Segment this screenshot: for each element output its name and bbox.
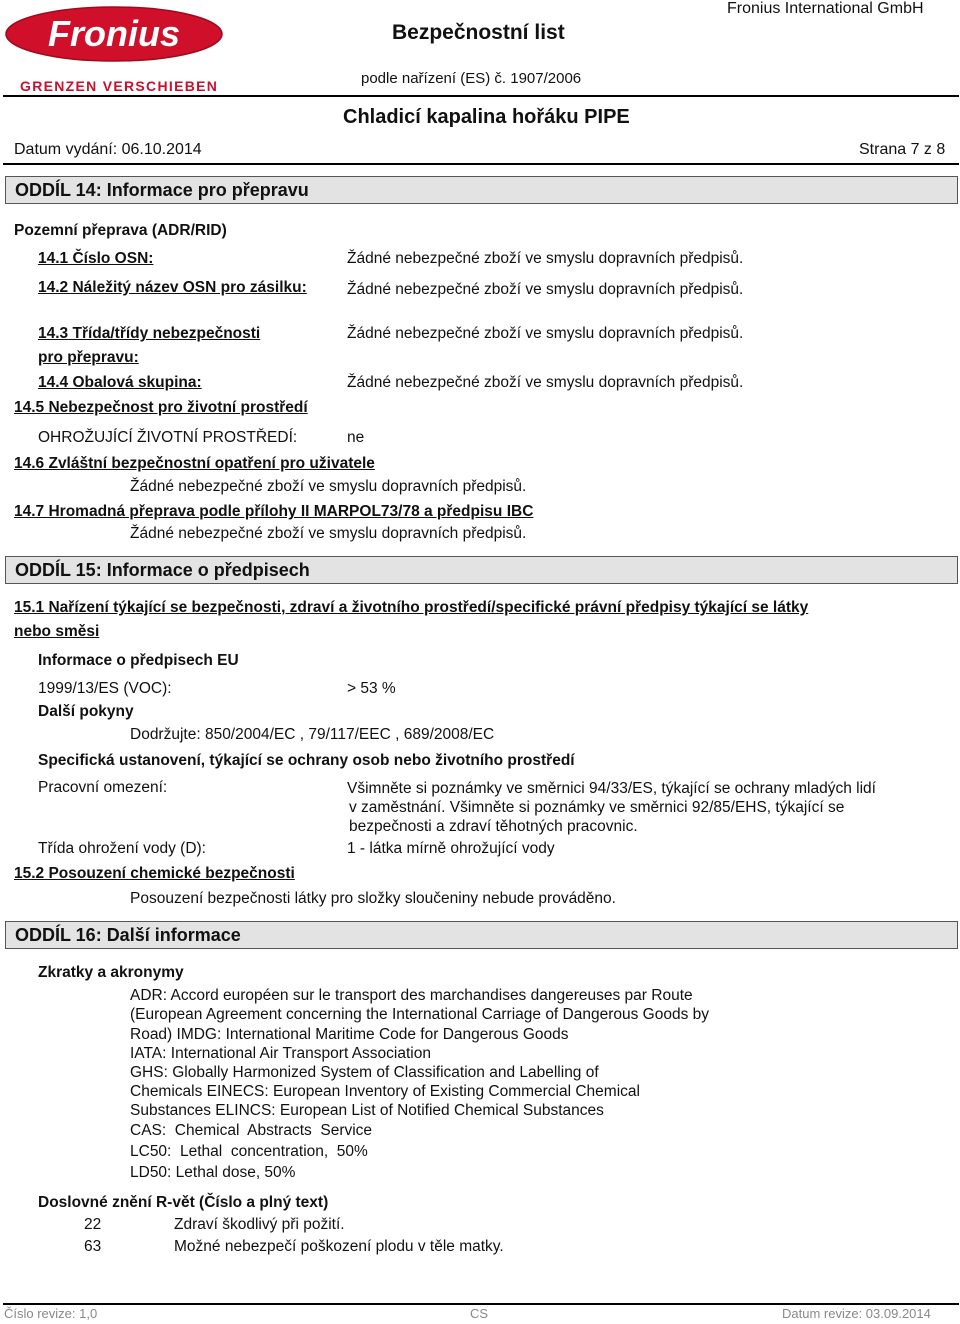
special-precautions-heading: 14.6 Zvláštní bezpečnostní opatření pro uživatele	[14, 455, 375, 472]
product-name: Chladicí kapalina hořáku PIPE	[343, 106, 630, 128]
abbreviation-line: IATA: International Air Transport Association	[130, 1045, 431, 1062]
special-precautions-value: Žádné nebezpečné zboží ve smyslu dopravních předpisů.	[130, 478, 527, 495]
specific-provisions-heading: Specifická ustanovení, týkající se ochrany osob nebo životního prostředí	[38, 752, 575, 769]
environmental-hazard-label: OHROŽUJÍCÍ ŽIVOTNÍ PROSTŘEDÍ:	[38, 429, 298, 446]
abbreviations-heading: Zkratky a akronymy	[38, 964, 184, 981]
section-15-title: ODDÍL 15: Informace o předpisech	[15, 560, 310, 580]
language-code: CS	[470, 1306, 489, 1321]
hazard-class-label-line2: pro přepravu:	[38, 349, 139, 366]
chemical-safety-value: Posouzení bezpečnosti látky pro složky sloučeniny nebude prováděno.	[130, 890, 616, 907]
header-divider	[3, 95, 959, 97]
voc-value: > 53 %	[347, 680, 396, 697]
r-phrase-text: Zdraví škodlivý při požití.	[174, 1216, 345, 1233]
page-number: Strana 7 z 8	[859, 141, 946, 158]
abbreviation-line: GHS: Globally Harmonized System of Classification and Labelling of	[130, 1064, 599, 1081]
work-restrictions-label: Pracovní omezení:	[38, 779, 168, 796]
section-15-header	[5, 556, 958, 584]
regulations-heading-line1: 15.1 Nařízení týkající se bezpečnosti, zdraví a životního prostředí/specifické právní předpisy týkající se látky	[14, 599, 809, 616]
chemical-safety-heading: 15.2 Posouzení chemické bezpečnosti	[14, 865, 295, 882]
r-phrases-heading: Doslovné znění R-vět (Číslo a plný text)	[38, 1194, 329, 1211]
slogan: GRENZEN VERSCHIEBEN	[20, 78, 219, 94]
voc-label: 1999/13/ES (VOC):	[38, 680, 172, 697]
logo-wordmark: Fronius	[48, 13, 180, 54]
section-16-title: ODDÍL 16: Další informace	[15, 925, 241, 945]
abbreviation-line: CAS: Chemical Abstracts Service	[130, 1122, 373, 1139]
r-phrase-text: Možné nebezpečí poškození plodu v těle matky.	[174, 1238, 504, 1255]
environmental-hazard-value: ne	[347, 429, 365, 446]
other-notes-value: Dodržujte: 850/2004/EC , 79/117/EEC , 689/2008/EC	[130, 726, 495, 743]
r-phrase-code: 22	[84, 1216, 102, 1233]
work-restrictions-line: v zaměstnání. Všimněte si poznámky ve směrnici 92/85/EHS, týkající se	[349, 799, 845, 816]
abbreviation-line: ADR: Accord européen sur le transport des marchandises dangereuses par Route	[130, 987, 693, 1004]
packing-group-value: Žádné nebezpečné zboží ve smyslu dopravních předpisů.	[347, 374, 744, 391]
work-restrictions-line: Všimněte si poznámky ve směrnici 94/33/ES, týkající se ochrany mladých lidí	[347, 780, 876, 797]
issue-date: Datum vydání: 06.10.2014	[14, 141, 202, 158]
revision-date: Datum revize: 03.09.2014	[782, 1306, 931, 1321]
footer-divider	[3, 1303, 959, 1305]
company-name: Fronius International GmbH	[727, 0, 924, 17]
un-number-value: Žádné nebezpečné zboží ve smyslu dopravních předpisů.	[347, 250, 744, 267]
abbreviation-line: Chemicals EINECS: European Inventory of Existing Commercial Chemical	[130, 1083, 640, 1100]
abbreviation-line: LD50: Lethal dose, 50%	[130, 1164, 296, 1181]
eu-regulations-heading: Informace o předpisech EU	[38, 652, 239, 669]
revision-number: Číslo revize: 1,0	[4, 1306, 98, 1321]
bulk-transport-heading: 14.7 Hromadná přeprava podle přílohy II MARPOL73/78 a předpisu IBC	[14, 503, 534, 520]
work-restrictions-line: bezpečnosti a zdraví těhotných pracovnic.	[349, 818, 638, 835]
hazard-class-value: Žádné nebezpečné zboží ve smyslu dopravních předpisů.	[347, 325, 744, 342]
section-16-header	[5, 921, 958, 949]
regulation-reference: podle nařízení (ES) č. 1907/2006	[361, 70, 582, 87]
water-hazard-value: 1 - látka mírně ohrožující vody	[347, 840, 555, 857]
un-number-label: 14.1 Číslo OSN:	[38, 250, 154, 267]
section-14-title: ODDÍL 14: Informace pro přepravu	[15, 180, 309, 200]
abbreviation-line: (European Agreement concerning the International Carriage of Dangerous Goods by	[130, 1006, 710, 1023]
abbreviation-line: LC50: Lethal concentration, 50%	[130, 1143, 368, 1160]
section-14-header	[5, 176, 958, 204]
document-title: Bezpečnostní list	[392, 21, 565, 44]
bulk-transport-value: Žádné nebezpečné zboží ve smyslu dopravních předpisů.	[130, 525, 527, 542]
shipping-name-label: 14.2 Náležitý název OSN pro zásilku:	[38, 279, 307, 296]
water-hazard-label: Třída ohrožení vody (D):	[38, 840, 206, 857]
regulations-heading-line2: nebo směsi	[14, 623, 100, 640]
fronius-logo	[5, 6, 223, 62]
environmental-hazard-heading: 14.5 Nebezpečnost pro životní prostředí	[14, 399, 308, 416]
r-phrase-code: 63	[84, 1238, 102, 1255]
abbreviation-line: Substances ELINCS: European List of Notified Chemical Substances	[130, 1102, 604, 1119]
other-notes-heading: Další pokyny	[38, 703, 134, 720]
shipping-name-value: Žádné nebezpečné zboží ve smyslu dopravních předpisů.	[347, 281, 744, 298]
packing-group-label: 14.4 Obalová skupina:	[38, 374, 202, 391]
land-transport-heading: Pozemní přeprava (ADR/RID)	[14, 222, 227, 239]
hazard-class-label-line1: 14.3 Třída/třídy nebezpečnosti	[38, 325, 261, 342]
abbreviation-line: Road) IMDG: International Maritime Code for Dangerous Goods	[130, 1026, 569, 1043]
header-bottom-divider	[3, 163, 959, 165]
